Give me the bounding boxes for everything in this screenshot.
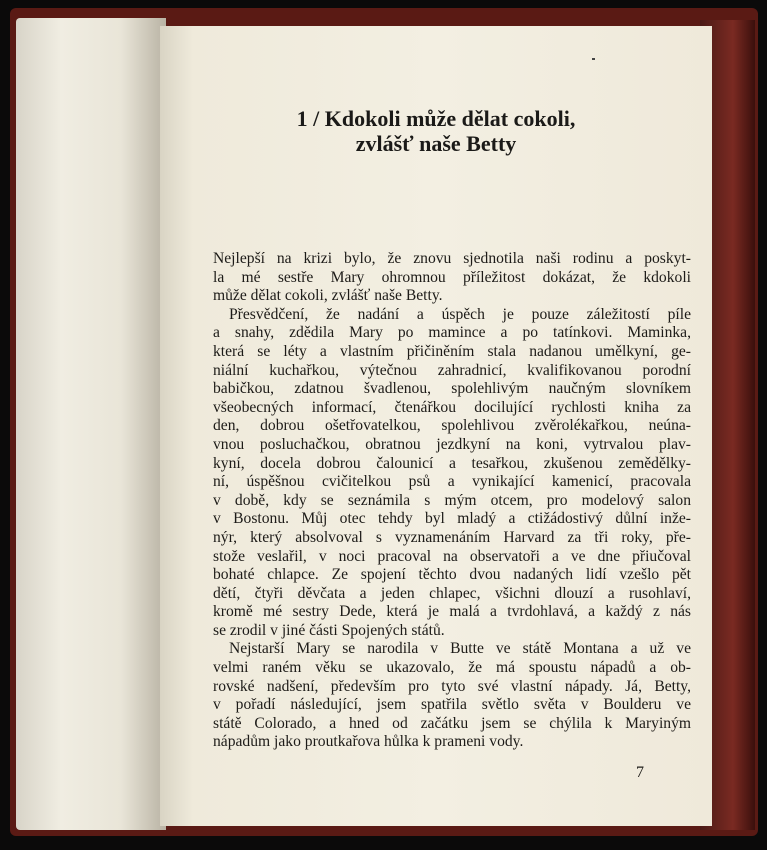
book-page (160, 26, 712, 826)
chapter-title-line-1: 1 / Kdokoli může dělat cokoli, (296, 106, 576, 131)
text-line: v pořadí následující, jsem spatřila světlo světa v Boulderu ve (213, 696, 691, 714)
text-line: v Bostonu. Můj otec tehdy byl mladý a ctižádostivý důlní inže- (213, 510, 691, 528)
text-line: dětí, čtyři děvčata a jeden chlapec, všichni dlouzí a rusohlaví, (213, 584, 691, 602)
text-line: nýr, který absolvoval s vyznamenáním Harvard za tři roky, pře- (213, 528, 691, 546)
text-line: bohaté chlapce. Ze spojení těchto dvou nadaných lidí vzešlo pět (213, 566, 691, 584)
text-line: která se léty a vlastním přičiněním stala nadanou umělkyní, ge- (213, 342, 691, 360)
text-line: Přesvědčení, že nadání a úspěch je pouze záležitostí píle (229, 305, 691, 323)
text-line: kyní, docela dobrou čalounicí a tesařkou, zkušenou zemědělky- (213, 454, 691, 472)
text-line: státě Colorado, a hned od začátku jsem se chýlila k Maryiným (213, 714, 691, 732)
text-line: a snahy, zdědila Mary po mamince a po tatínkovi. Maminka, (213, 324, 691, 342)
text-line: kromě mé sestry Dede, která je malá a tvrdohlavá, a každý z nás (213, 603, 691, 621)
print-speck (592, 58, 595, 60)
body-text (213, 250, 691, 752)
page-number: 7 (636, 764, 644, 781)
text-line: Nejlepší na krizi bylo, že znovu sjednotila naši rodinu a poskyt- (213, 250, 691, 267)
left-page-stack (16, 18, 166, 830)
text-line: nápadům jako proutkařova hůlka k prameni vody. (213, 733, 524, 751)
text-line: se zrodil v jiné části Spojených států. (213, 621, 445, 639)
text-line: všeobecných informací, čtenářkou docilující rychlosti kniha za (213, 398, 691, 416)
chapter-title-line-2: zvlášť naše Betty (355, 131, 517, 156)
text-line: v době, kdy se seznámila s mým otcem, pro modelový salon (213, 491, 691, 509)
text-line: rovské nadšení, především pro tyto své vlastní nápady. Já, Betty, (213, 677, 691, 695)
text-line: stože veslařil, v noci pracoval na observatoři a ve dne přiučoval (213, 547, 691, 565)
text-line: la mé sestře Mary ohromnou příležitost dokázat, že kdokoli (213, 268, 691, 286)
text-line: vnou posluchačkou, obratnou jezdkyní na koni, vytrvalou plav- (213, 435, 691, 453)
text-line: den, dobrou ošetřovatelkou, spolehlivou zvěrolékařkou, neúna- (213, 417, 691, 435)
text-line: niální kuchařkou, výtečnou zahradnicí, kvalifikovanou porodní (213, 361, 691, 379)
text-line: Nejstarší Mary se narodila v Butte ve státě Montana a už ve (229, 640, 691, 658)
text-line: velmi raném věku se ukazovalo, že má spoustu nápadů a ob- (213, 659, 691, 677)
text-line: babičkou, zdatnou švadlenou, spolehlivým naučným slovníkem (213, 380, 691, 398)
text-line: ní, úspěšnou cvičitelkou psů a vynikající kamenicí, pracovala (213, 473, 691, 491)
text-line: může dělat cokoli, zvlášť naše Betty. (213, 287, 443, 305)
